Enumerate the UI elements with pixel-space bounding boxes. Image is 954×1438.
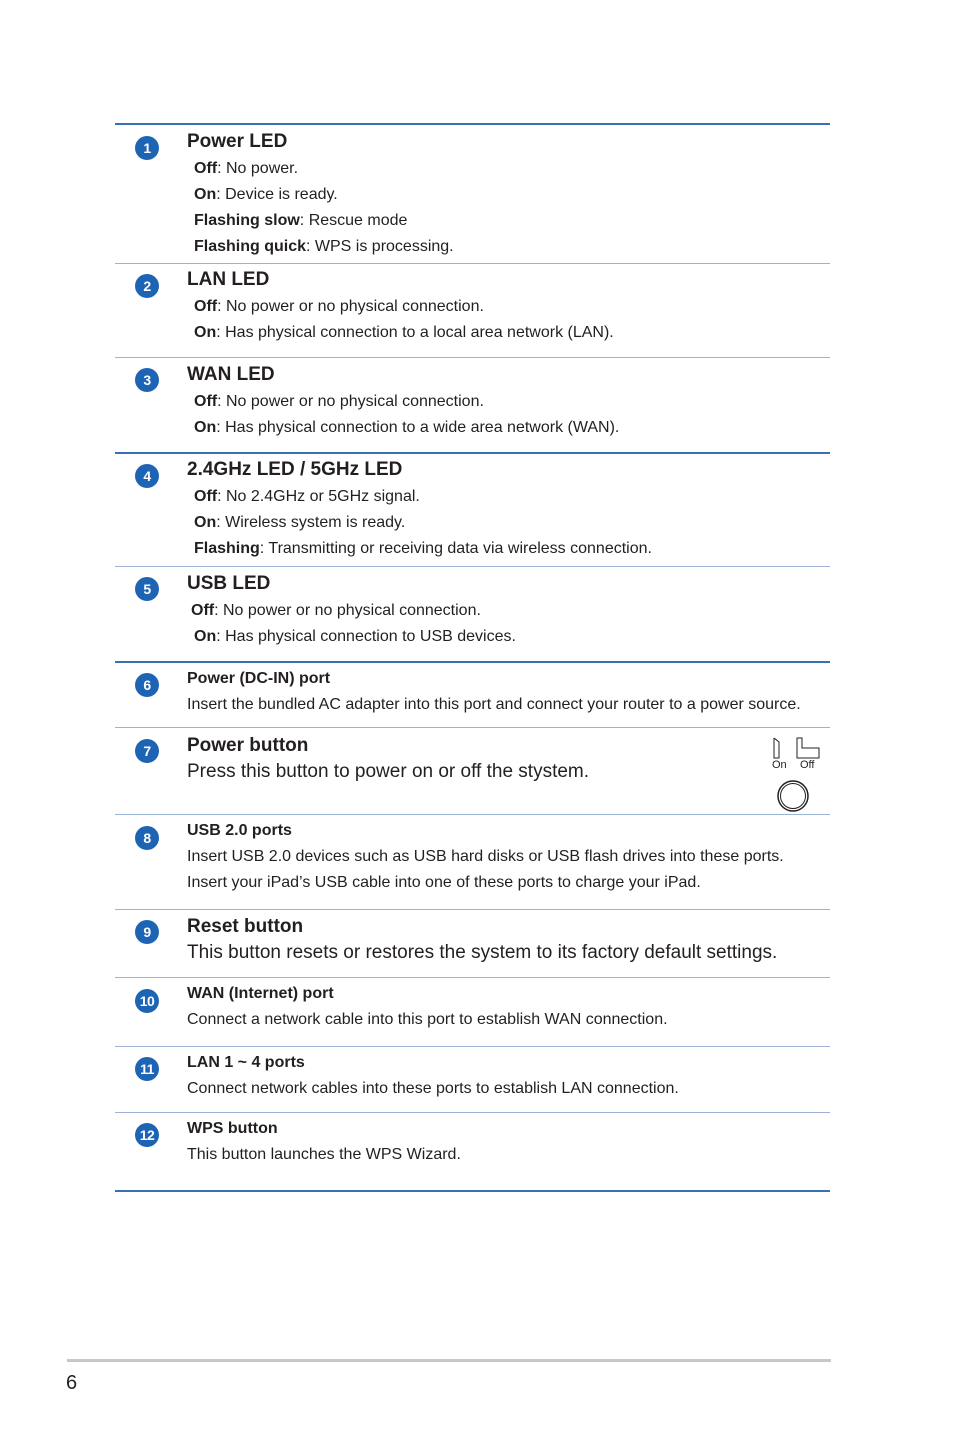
item-number-badge: 5 (135, 577, 159, 601)
item-description: This button resets or restores the system to its factory default settings. (187, 942, 778, 963)
item-number-badge: 3 (135, 368, 159, 392)
item-number-badge: 10 (135, 989, 159, 1013)
status-line: Off: No 2.4GHz or 5GHz signal. (194, 488, 420, 505)
table-row-wan-led (115, 357, 830, 452)
item-number-badge: 9 (135, 920, 159, 944)
item-description: Connect a network cable into this port to establish WAN connection. (187, 1011, 668, 1028)
item-number-badge: 1 (135, 136, 159, 160)
switch-off-label: Off (800, 759, 815, 771)
status-line: On: Has physical connection to a local area network (LAN). (194, 324, 614, 341)
item-number-badge: 11 (135, 1057, 159, 1081)
item-title: Power (DC-IN) port (187, 670, 331, 687)
item-description: Insert the bundled AC adapter into this port and connect your router to a power source. (187, 696, 801, 713)
status-line: Flashing: Transmitting or receiving data via wireless connection. (194, 540, 652, 557)
item-number-badge: 4 (135, 464, 159, 488)
item-title: WPS button (187, 1120, 278, 1137)
status-line: Off: No power or no physical connection. (191, 602, 481, 619)
item-title: USB LED (187, 573, 271, 594)
item-title: USB 2.0 ports (187, 822, 292, 839)
item-title: 2.4GHz LED / 5GHz LED (187, 459, 403, 480)
table-row-usb-ports (115, 814, 830, 909)
status-line: On: Wireless system is ready. (194, 514, 406, 531)
item-title: LAN LED (187, 269, 270, 290)
item-description: Insert USB 2.0 devices such as USB hard disks or USB flash drives into these ports. (187, 848, 784, 865)
page-number: 6 (66, 1372, 78, 1394)
table-row-usb-led (115, 566, 830, 661)
item-number-badge: 7 (135, 739, 159, 763)
item-title: LAN 1 ~ 4 ports (187, 1054, 305, 1071)
status-line: Flashing quick: WPS is processing. (194, 238, 454, 255)
status-line: Off: No power or no physical connection. (194, 393, 484, 410)
table-row-power-port (115, 661, 830, 727)
item-description: Insert your iPad’s USB cable into one of these ports to charge your iPad. (187, 874, 701, 891)
item-title: Power LED (187, 131, 288, 152)
status-line: On: Has physical connection to USB devices. (194, 628, 516, 645)
item-number-badge: 12 (135, 1123, 159, 1147)
item-title: Reset button (187, 916, 304, 937)
led-port-table (115, 123, 830, 1192)
status-line: On: Has physical connection to a wide area network (WAN). (194, 419, 620, 436)
status-line: Off: No power. (194, 160, 299, 177)
footer-divider (67, 1359, 831, 1362)
item-number-badge: 2 (135, 274, 159, 298)
table-row-wps-button (115, 1112, 830, 1192)
table-row-lan-led (115, 263, 830, 357)
power-switch-illustration (771, 736, 821, 812)
switch-on-label: On (772, 759, 787, 771)
item-title: Power button (187, 735, 309, 756)
table-row-wireless-led (115, 452, 830, 566)
table-row-reset-button (115, 909, 830, 977)
table-row-lan-ports (115, 1046, 830, 1112)
table-row-power-led (115, 123, 830, 263)
status-line: On: Device is ready. (194, 186, 338, 203)
status-line: Flashing slow: Rescue mode (194, 212, 408, 229)
item-title: WAN (Internet) port (187, 985, 334, 1002)
table-row-power-button (115, 727, 830, 814)
item-description: This button launches the WPS Wizard. (187, 1146, 461, 1163)
item-description: Connect network cables into these ports to establish LAN connection. (187, 1080, 679, 1097)
item-number-badge: 6 (135, 673, 159, 697)
item-number-badge: 8 (135, 826, 159, 850)
status-line: Off: No power or no physical connection. (194, 298, 484, 315)
table-row-wan-port (115, 977, 830, 1046)
item-title: WAN LED (187, 364, 275, 385)
item-description: Press this button to power on or off the stystem. (187, 761, 590, 782)
power-switch-icon (771, 736, 821, 812)
